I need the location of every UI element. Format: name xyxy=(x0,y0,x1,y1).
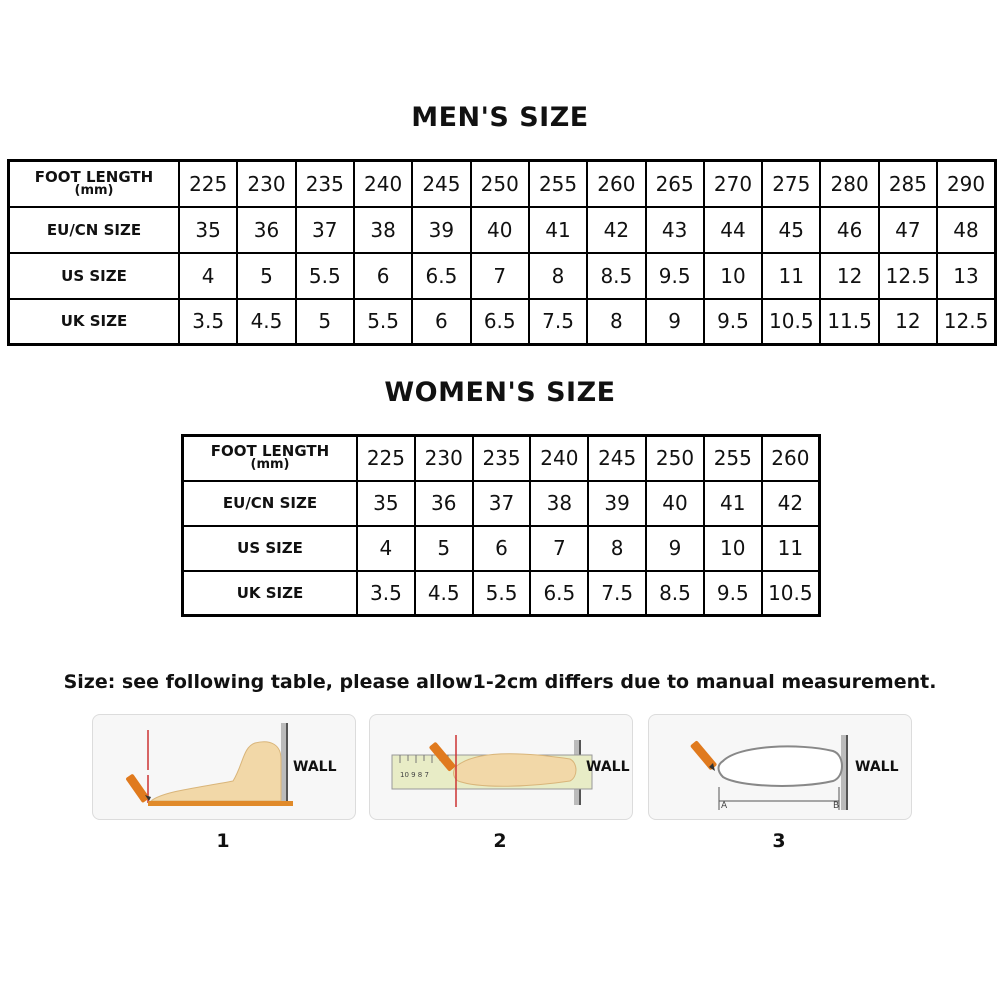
size-row xyxy=(9,299,996,345)
row-label-text: FOOT LENGTH xyxy=(34,167,154,186)
size-cell: 44 xyxy=(704,207,762,253)
size-cell: 9 xyxy=(646,526,704,571)
measure-step-3-panel xyxy=(648,714,912,820)
size-cell: 38 xyxy=(530,481,588,526)
size-cell: 35 xyxy=(179,207,237,253)
size-cell: 5 xyxy=(296,299,354,345)
size-cell: 6.5 xyxy=(471,299,529,345)
size-cell: 12 xyxy=(820,253,878,299)
size-cell: 40 xyxy=(646,481,704,526)
size-cell: 8.5 xyxy=(587,253,645,299)
size-cell: 8 xyxy=(587,299,645,345)
row-label xyxy=(9,253,180,299)
wall-label: WALL xyxy=(293,759,337,775)
size-cell: 42 xyxy=(587,207,645,253)
size-cell: 35 xyxy=(357,481,415,526)
size-row xyxy=(9,207,996,253)
size-cell: 9.5 xyxy=(646,253,704,299)
size-row xyxy=(183,571,820,616)
size-cell: 8.5 xyxy=(646,571,704,616)
size-cell: 240 xyxy=(530,436,588,481)
size-cell: 7 xyxy=(530,526,588,571)
row-label xyxy=(183,436,358,481)
size-cell: 12 xyxy=(879,299,937,345)
size-cell: 235 xyxy=(296,161,354,207)
measurement-note: Size: see following table, please allow1-2cm differs due to manual measurement. xyxy=(63,671,937,693)
size-cell: 6 xyxy=(473,526,531,571)
size-cell: 270 xyxy=(704,161,762,207)
size-row xyxy=(183,436,820,481)
size-cell: 7 xyxy=(471,253,529,299)
marker-a: A xyxy=(721,801,728,811)
size-row xyxy=(183,526,820,571)
size-cell: 8 xyxy=(529,253,587,299)
wall-label: WALL xyxy=(586,759,630,775)
size-cell: 9.5 xyxy=(704,299,762,345)
size-cell: 5.5 xyxy=(296,253,354,299)
step-number-3: 3 xyxy=(772,830,786,852)
size-cell: 39 xyxy=(588,481,646,526)
size-cell: 46 xyxy=(820,207,878,253)
size-cell: 10 xyxy=(704,526,762,571)
size-cell: 4.5 xyxy=(415,571,473,616)
size-cell: 260 xyxy=(762,436,820,481)
row-label-unit: (mm) xyxy=(250,457,290,473)
size-cell: 8 xyxy=(588,526,646,571)
size-cell: 39 xyxy=(412,207,470,253)
womens-size-table xyxy=(181,434,821,617)
row-label xyxy=(9,207,180,253)
size-cell: 290 xyxy=(937,161,995,207)
size-cell: 40 xyxy=(471,207,529,253)
size-cell: 5.5 xyxy=(473,571,531,616)
size-cell: 225 xyxy=(357,436,415,481)
size-cell: 45 xyxy=(762,207,820,253)
size-cell: 245 xyxy=(588,436,646,481)
size-cell: 3.5 xyxy=(357,571,415,616)
size-cell: 275 xyxy=(762,161,820,207)
size-cell: 37 xyxy=(296,207,354,253)
size-cell: 230 xyxy=(415,436,473,481)
size-cell: 41 xyxy=(529,207,587,253)
row-label-text: UK SIZE xyxy=(236,583,304,602)
step-number-2: 2 xyxy=(493,830,507,852)
size-cell: 250 xyxy=(646,436,704,481)
row-label-unit: (mm) xyxy=(74,182,114,198)
size-cell: 10 xyxy=(704,253,762,299)
size-cell: 11 xyxy=(762,253,820,299)
row-label-text: EU/CN SIZE xyxy=(222,494,318,512)
mens-size-table xyxy=(7,159,997,346)
size-cell: 240 xyxy=(354,161,412,207)
size-cell: 11 xyxy=(762,526,820,571)
size-cell: 10.5 xyxy=(762,299,820,345)
size-cell: 36 xyxy=(415,481,473,526)
size-cell: 3.5 xyxy=(179,299,237,345)
size-cell: 265 xyxy=(646,161,704,207)
size-cell: 12.5 xyxy=(937,299,995,345)
size-cell: 36 xyxy=(237,207,295,253)
size-cell: 5 xyxy=(237,253,295,299)
size-cell: 11.5 xyxy=(820,299,878,345)
size-cell: 38 xyxy=(354,207,412,253)
size-cell: 6.5 xyxy=(530,571,588,616)
row-label-text: EU/CN SIZE xyxy=(46,220,142,239)
size-cell: 280 xyxy=(820,161,878,207)
size-cell: 41 xyxy=(704,481,762,526)
row-label xyxy=(183,571,358,616)
size-row xyxy=(9,253,996,299)
size-cell: 260 xyxy=(587,161,645,207)
size-cell: 255 xyxy=(704,436,762,481)
size-cell: 42 xyxy=(762,481,820,526)
row-label xyxy=(183,526,358,571)
measure-step-1-panel xyxy=(92,714,356,820)
size-cell: 43 xyxy=(646,207,704,253)
size-cell: 6 xyxy=(412,299,470,345)
size-cell: 9.5 xyxy=(704,571,762,616)
size-cell: 47 xyxy=(879,207,937,253)
size-cell: 37 xyxy=(473,481,531,526)
row-label xyxy=(183,481,358,526)
size-cell: 4 xyxy=(357,526,415,571)
size-cell: 7.5 xyxy=(588,571,646,616)
measure-step-2-panel xyxy=(369,714,633,820)
mens-size-title: MEN'S SIZE xyxy=(411,102,589,133)
size-cell: 9 xyxy=(646,299,704,345)
size-cell: 230 xyxy=(237,161,295,207)
womens-size-title: WOMEN'S SIZE xyxy=(384,377,616,408)
row-label xyxy=(9,161,180,207)
size-cell: 4 xyxy=(179,253,237,299)
size-cell: 225 xyxy=(179,161,237,207)
size-cell: 4.5 xyxy=(237,299,295,345)
size-cell: 7.5 xyxy=(529,299,587,345)
size-cell: 235 xyxy=(473,436,531,481)
ruler-ticks: 10 9 8 7 xyxy=(400,771,429,779)
row-label xyxy=(9,299,180,345)
row-label-text: FOOT LENGTH xyxy=(210,442,330,461)
size-cell: 10.5 xyxy=(762,571,820,616)
size-cell: 6 xyxy=(354,253,412,299)
size-cell: 245 xyxy=(412,161,470,207)
size-cell: 285 xyxy=(879,161,937,207)
row-label-text: US SIZE xyxy=(237,539,303,557)
size-cell: 5 xyxy=(415,526,473,571)
size-cell: 5.5 xyxy=(354,299,412,345)
row-label-text: UK SIZE xyxy=(60,312,128,331)
step-number-1: 1 xyxy=(216,830,230,852)
size-cell: 48 xyxy=(937,207,995,253)
size-cell: 250 xyxy=(471,161,529,207)
wall-label: WALL xyxy=(855,759,899,775)
size-cell: 6.5 xyxy=(412,253,470,299)
marker-b: B xyxy=(833,801,840,811)
size-cell: 13 xyxy=(937,253,995,299)
size-row xyxy=(183,481,820,526)
size-cell: 255 xyxy=(529,161,587,207)
row-label-text: US SIZE xyxy=(61,266,127,285)
size-cell: 12.5 xyxy=(879,253,937,299)
size-row xyxy=(9,161,996,207)
